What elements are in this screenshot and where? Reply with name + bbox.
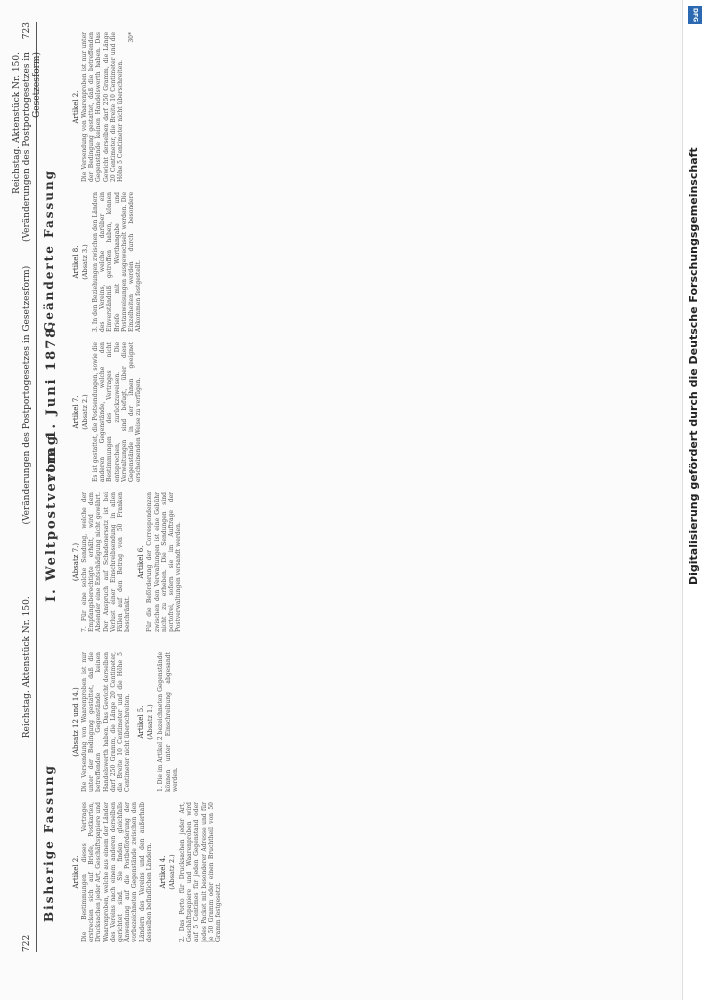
column-2: [66, 652, 666, 792]
column-5: [66, 192, 666, 332]
column-6: [66, 32, 666, 182]
running-head-center: (Veränderungen des Postportogesetzes in Gesetzesform): [22, 265, 32, 525]
rotated-document: [12, 22, 678, 952]
article-heading: Artikel 8.: [72, 245, 80, 279]
article-subheading: (Absatz 2.): [81, 394, 89, 430]
digitization-credit: Digitalisierung gefördert durch die Deutsche Forschungsgemeinschaft: [687, 147, 700, 585]
page-mark: 30*: [128, 32, 136, 43]
article-text: Für die Beförderung der Correspondenzen zwischen den Verwaltungen ist eine Gebühr nicht zu erheben. Die Sendungen sind portofrei, sofern sie im Auftrage der Postverwaltungen versandt werden.: [146, 492, 183, 632]
column-4: [66, 342, 666, 482]
dfg-logo: DFG: [688, 6, 702, 24]
article-heading: Artikel 4.: [159, 855, 168, 889]
running-head-right: Reichstag. Aktenstück Nr. 150. (Veränderungen des Postportogesetzes in Gesetzesform): [12, 52, 42, 243]
article-subheading: (Absatz 2.): [168, 854, 177, 890]
article-heading: Artikel 2.: [72, 855, 80, 889]
article-heading: Artikel 6.: [137, 545, 146, 579]
column-3: [66, 492, 666, 632]
article-heading: Artikel 7.: [72, 395, 80, 429]
column-1: [66, 802, 666, 942]
page-number-left: 722: [22, 934, 32, 952]
section-title: I. Weltpostvertrag: [44, 433, 59, 602]
article-text: Es ist gestattet, die Postsendungen, sowie die anderen Gegenstände, welche den Bestimmungen des Vertrages nicht entsprechen, zurückzuweisen. Die Verwaltungen sind befugt, über diese Gegenstände in der ihnen geeignet erscheinenden Weise zu verfügen.: [92, 342, 143, 482]
article-text: Die Versendung von Waarenproben ist nur unter der Bedingung gestattet, daß die betreffenden Gegenstände keinen Handelswerth haben. Das Gewicht derselben darf 250 Gramm, die Länge 20 Centimeter, die Breite 10 Centimeter und die Höhe 5 Centimeter nicht überschreiten.: [81, 32, 125, 182]
article-text: Die Versendung von Waarenproben ist nur unter der Bedingung gestattet, daß die betreffenden Gegenstände keinen Handelswerth haben. Das Gewicht derselben darf 250 Gramm, die Länge 20 Centimeter, die Breite 10 Centimeter und die Höhe 5 Centimeter nicht überschreiten.: [81, 652, 132, 792]
article-text: 3. In den Beziehungen zwischen den Ländern des Vereins, welche darüber ein Einverständniß getroffen haben, können Briefe mit Werthangabe und Postanweisungen ausgewechselt werden. Die Einzelheiten werden durch besondere Abkommen festgestellt.: [92, 192, 143, 332]
article-heading: Artikel 5.: [137, 705, 146, 739]
digitization-strip: [683, 0, 707, 1000]
article-heading: (Absatz 7.): [72, 542, 80, 582]
article-heading: (Absatz 12 und 14.): [72, 687, 80, 757]
article-text: 1. Die im Artikel 2 bezeichneten Gegenstände können unter Einschreibung abgesandt werden.: [157, 652, 179, 792]
running-head: [12, 22, 42, 952]
running-head-left: Reichstag. Aktenstück Nr. 150.: [22, 596, 32, 739]
article-heading: Artikel 2.: [72, 90, 80, 124]
article-text: 7. Für eine solche Sendung, welche der Empfangsberechtigte erhält, wird dem Absender eine Entschädigung nicht gewährt. Der Anspruch auf Schadenersatz ist bei Verlust einer Einschreibsendung in allen Fällen auf den Betrag von 50 Franken beschränkt.: [81, 492, 132, 632]
article-subheading: (Absatz 3.): [81, 244, 89, 280]
date-title: vom 1. Juni 1878.: [44, 320, 59, 482]
article-text: 2. Das Porto für Drucksachen jeder Art, Geschäftspapiere und Waarenproben wird auf 5 Centimes für jeden Gegenstand oder jedes Packet mit besonderer Adresse und für je 50 Gramm oder einen Bruchtheil von 50 Gramm festgesetzt.: [179, 802, 223, 942]
right-column-title: Geänderte Fassung: [42, 168, 56, 332]
left-column-title: Bisherige Fassung: [42, 764, 56, 922]
page-number-right: 723: [22, 22, 32, 40]
article-text: Die Bestimmungen dieses Vertrages erstrecken sich auf Briefe, Postkarten, Drucksachen jeder Art, Geschäftspapiere und Waarenproben, welche aus einem der Länder des Vereins nach einem anderen derselben gerichtet sind. Sie finden gleichfalls Anwendung auf die Postbeförderung der vorbezeichneten Gegenstände zwischen den Ländern des Vereins und den außerhalb desselben befindlichen Ländern.: [81, 802, 153, 942]
article-subheading: (Absatz 1.): [146, 704, 155, 740]
